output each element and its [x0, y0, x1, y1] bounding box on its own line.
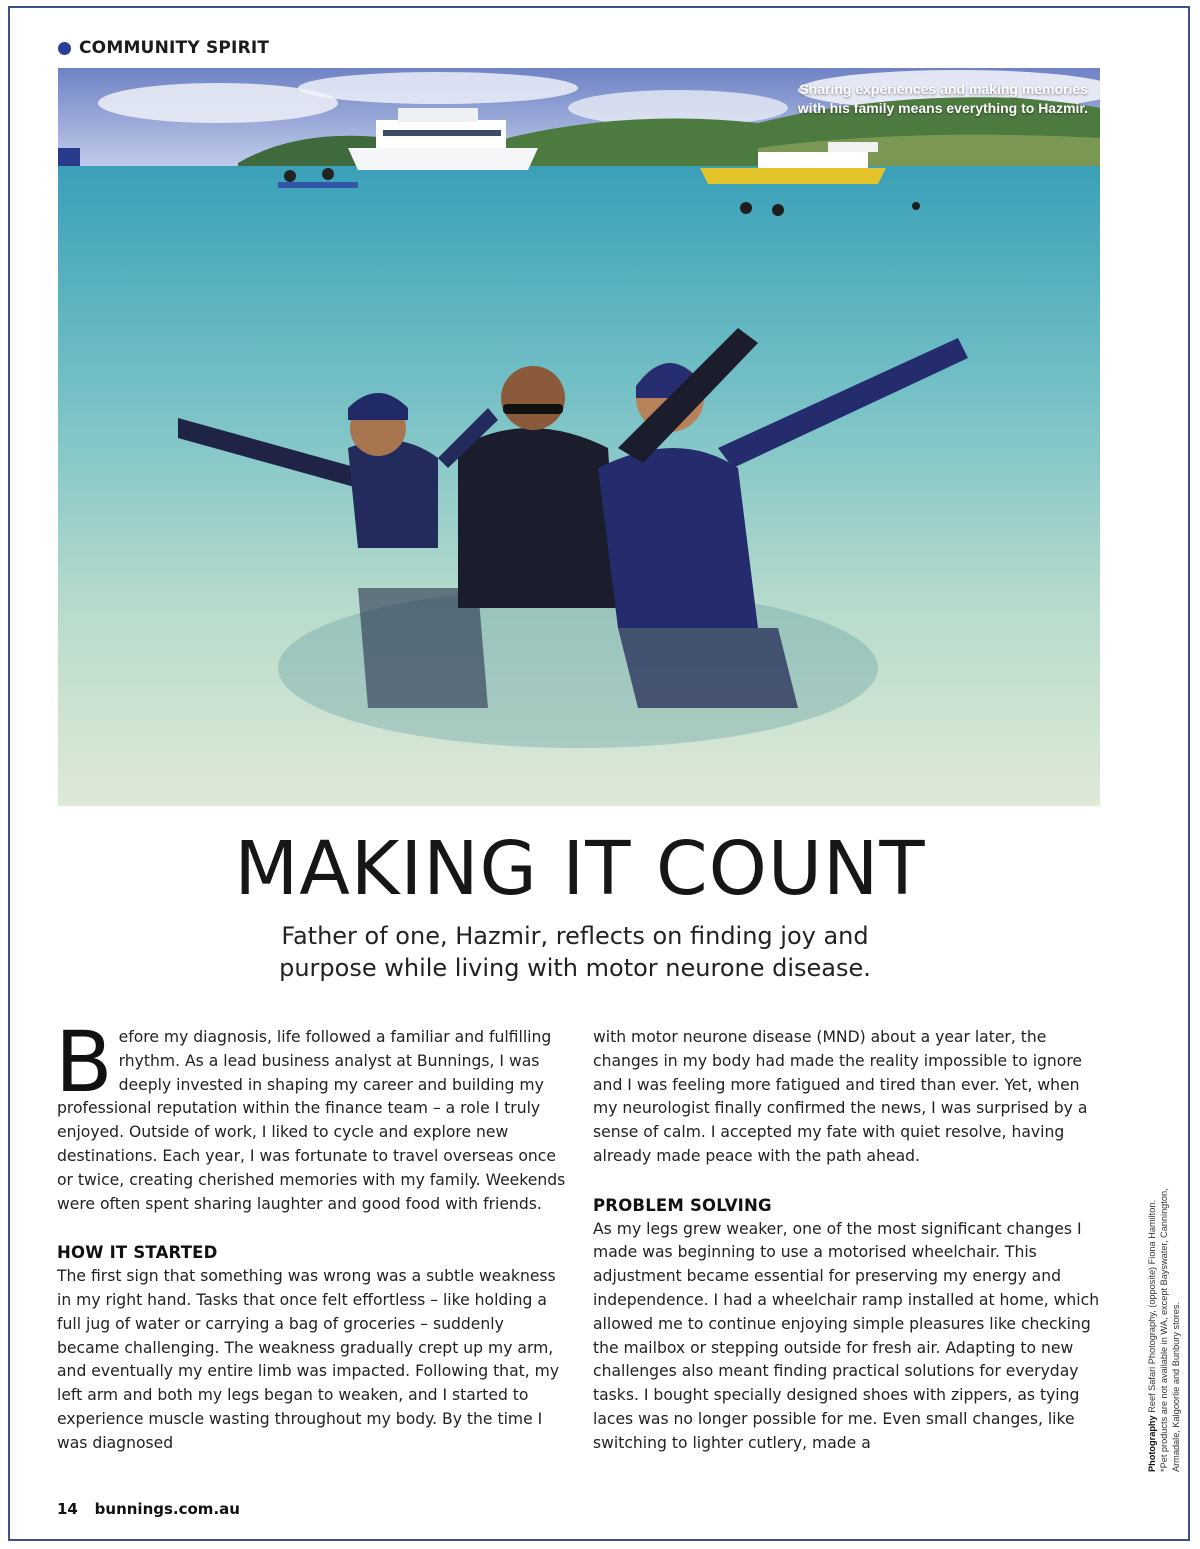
- intro-paragraph: [55, 1013, 567, 1216]
- footer-site-link: bunnings.com.au: [94, 1500, 240, 1518]
- intro-text: efore my diagnosis, life followed a familiar and fulfilling rhythm. As a lead business analyst at Bunnings, I was deeply invested in shaping my career and building my professional reputation within the finance team – a role I truly enjoyed. Outside of work, I liked to cycle and explore new destinations. Each year, I was fortunate to travel overseas once or twice, creating cherished memories with my family. Weekends were often spent sharing laughter and good food with friends.: [57, 1028, 566, 1213]
- credits-text: Reef Safari Photography, (opposite) Fiona Hamilton.: [1147, 1199, 1157, 1413]
- photo-caption: Sharing experiences and making memories with his family means everything to Hazmir.: [797, 81, 1088, 116]
- section-label: COMMUNITY SPIRIT: [79, 38, 270, 58]
- subheading-how-it-started: HOW IT STARTED: [57, 1243, 218, 1263]
- hero-photo: [58, 68, 1100, 806]
- article-headline: MAKING IT COUNT: [234, 826, 926, 912]
- article-column-right: [593, 1026, 1103, 1456]
- article-column-left: [55, 1013, 567, 1456]
- availability-note: *Pet products are not available in WA, except Bayswater, Cannington, Armadale, Kalgoorlie and Bunbury stores.: [1159, 1188, 1181, 1472]
- body-paragraph: with motor neurone disease (MND) about a year later, the changes in my body had made the reality impossible to ignore and I was feeling more fatigued and tired than ever. Yet, when my neurologist finally confirmed the news, I was surprised by a sense of calm. I accepted my fate with quiet resolve, having already made peace with the path ahead.: [593, 1028, 1088, 1165]
- subheading-problem-solving: PROBLEM SOLVING: [593, 1195, 772, 1215]
- body-paragraph: The first sign that something was wrong was a subtle weakness in my right hand. Tasks that once felt effortless – like holding a full jug of water or carrying a bag of groceries – suddenly became challenging. The weakness gradually crept up my arm, and eventually my entire limb was impacted. Following that, my left arm and both my legs began to weaken, and I started to experience muscle wasting throughout my body. By the time I was diagnosed: [57, 1267, 560, 1452]
- drop-cap: B: [55, 1013, 113, 1111]
- beach-scene-illustration: [58, 68, 1100, 806]
- bullet-dot-icon: [58, 42, 71, 55]
- credits-label: Photography: [1147, 1415, 1157, 1472]
- body-paragraph: As my legs grew weaker, one of the most significant changes I made was beginning to use a motorised wheelchair. This adjustment became essential for preserving my energy and independence. I had a wheelchair ramp installed at home, which allowed me to continue enjoying simple pleasures like checking the mailbox or stepping outside for fresh air. Adapting to new challenges also meant finding practical solutions for everyday tasks. I bought specially designed shoes with zippers, as tying laces was no longer possible for me. Even small changes, like switching to lighter cutlery, made a: [593, 1219, 1100, 1452]
- article-standfirst: Father of one, Hazmir, reflects on finding joy and purpose while living with motor neurone disease.: [279, 922, 871, 982]
- section-tag: [58, 38, 269, 58]
- page-footer: [57, 1500, 240, 1518]
- page-number: 14: [57, 1500, 78, 1518]
- photo-credits: [1146, 1152, 1182, 1472]
